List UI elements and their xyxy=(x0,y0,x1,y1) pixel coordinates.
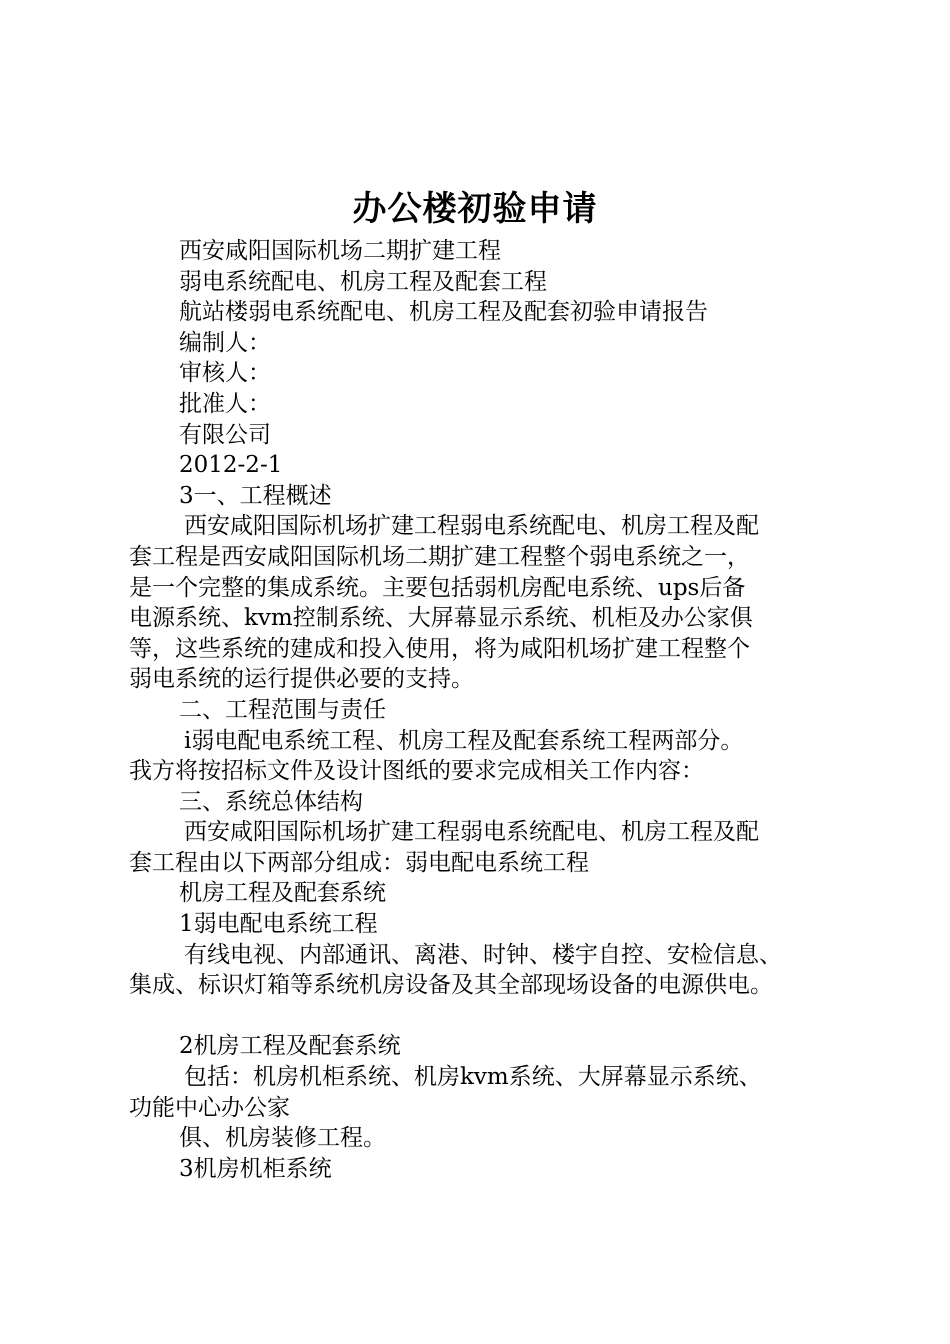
text-line: 机房工程及配套系统 xyxy=(179,880,386,907)
section-heading: 2机房工程及配套系统 xyxy=(179,1033,401,1060)
text-line: 批准人： xyxy=(179,390,271,417)
text-line: 西安咸阳国际机场扩建工程弱电系统配电、机房工程及配 xyxy=(184,513,759,540)
text-line: 弱电系统的运行提供必要的支持。 xyxy=(129,666,474,693)
text-line: 套工程由以下两部分组成：弱电配电系统工程 xyxy=(129,849,589,876)
document-body xyxy=(129,236,841,1184)
section-heading: 3一、工程概述 xyxy=(179,482,332,509)
text-line: 航站楼弱电系统配电、机房工程及配套初验申请报告 xyxy=(179,299,708,326)
text-line: 套工程是西安咸阳国际机场二期扩建工程整个弱电系统之一， xyxy=(129,543,750,570)
text-line: 集成、标识灯箱等系统机房设备及其全部现场设备的电源供电。 xyxy=(129,972,773,999)
text-line: i弱电配电系统工程、机房工程及配套系统工程两部分。 xyxy=(184,727,744,754)
text-line: 弱电系统配电、机房工程及配套工程 xyxy=(179,268,547,295)
text-line: 等，这些系统的建成和投入使用，将为咸阳机场扩建工程整个 xyxy=(129,635,750,662)
text-line: 包括：机房机柜系统、机房kvm系统、大屏幕显示系统、 xyxy=(184,1064,762,1091)
document-title: 办公楼初验申请 xyxy=(352,189,598,229)
text-line: 2012-2-1 xyxy=(179,452,283,479)
section-heading: 二、工程范围与责任 xyxy=(179,696,386,723)
text-line: 西安咸阳国际机场扩建工程弱电系统配电、机房工程及配 xyxy=(184,819,759,846)
text-line: 俱、机房装修工程。 xyxy=(179,1125,386,1152)
section-heading: 1弱电配电系统工程 xyxy=(179,911,378,938)
section-heading: 三、系统总体结构 xyxy=(179,788,363,815)
blank-line xyxy=(129,1001,841,1032)
text-line: 有线电视、内部通讯、离港、时钟、楼宇自控、安检信息、 xyxy=(184,941,782,968)
text-line: 电源系统、kvm控制系统、大屏幕显示系统、机柜及办公家俱 xyxy=(129,605,753,632)
text-line: 我方将按招标文件及设计图纸的要求完成相关工作内容： xyxy=(129,758,704,785)
text-line: 功能中心办公家 xyxy=(129,1094,290,1121)
section-heading: 3机房机柜系统 xyxy=(179,1155,332,1182)
text-line: 审核人： xyxy=(179,360,271,387)
text-line: 西安咸阳国际机场二期扩建工程 xyxy=(179,238,501,264)
text-line: 编制人： xyxy=(179,329,271,356)
text-line: 有限公司 xyxy=(179,421,271,448)
text-line: 是一个完整的集成系统。主要包括弱机房配电系统、ups后备 xyxy=(129,574,746,601)
